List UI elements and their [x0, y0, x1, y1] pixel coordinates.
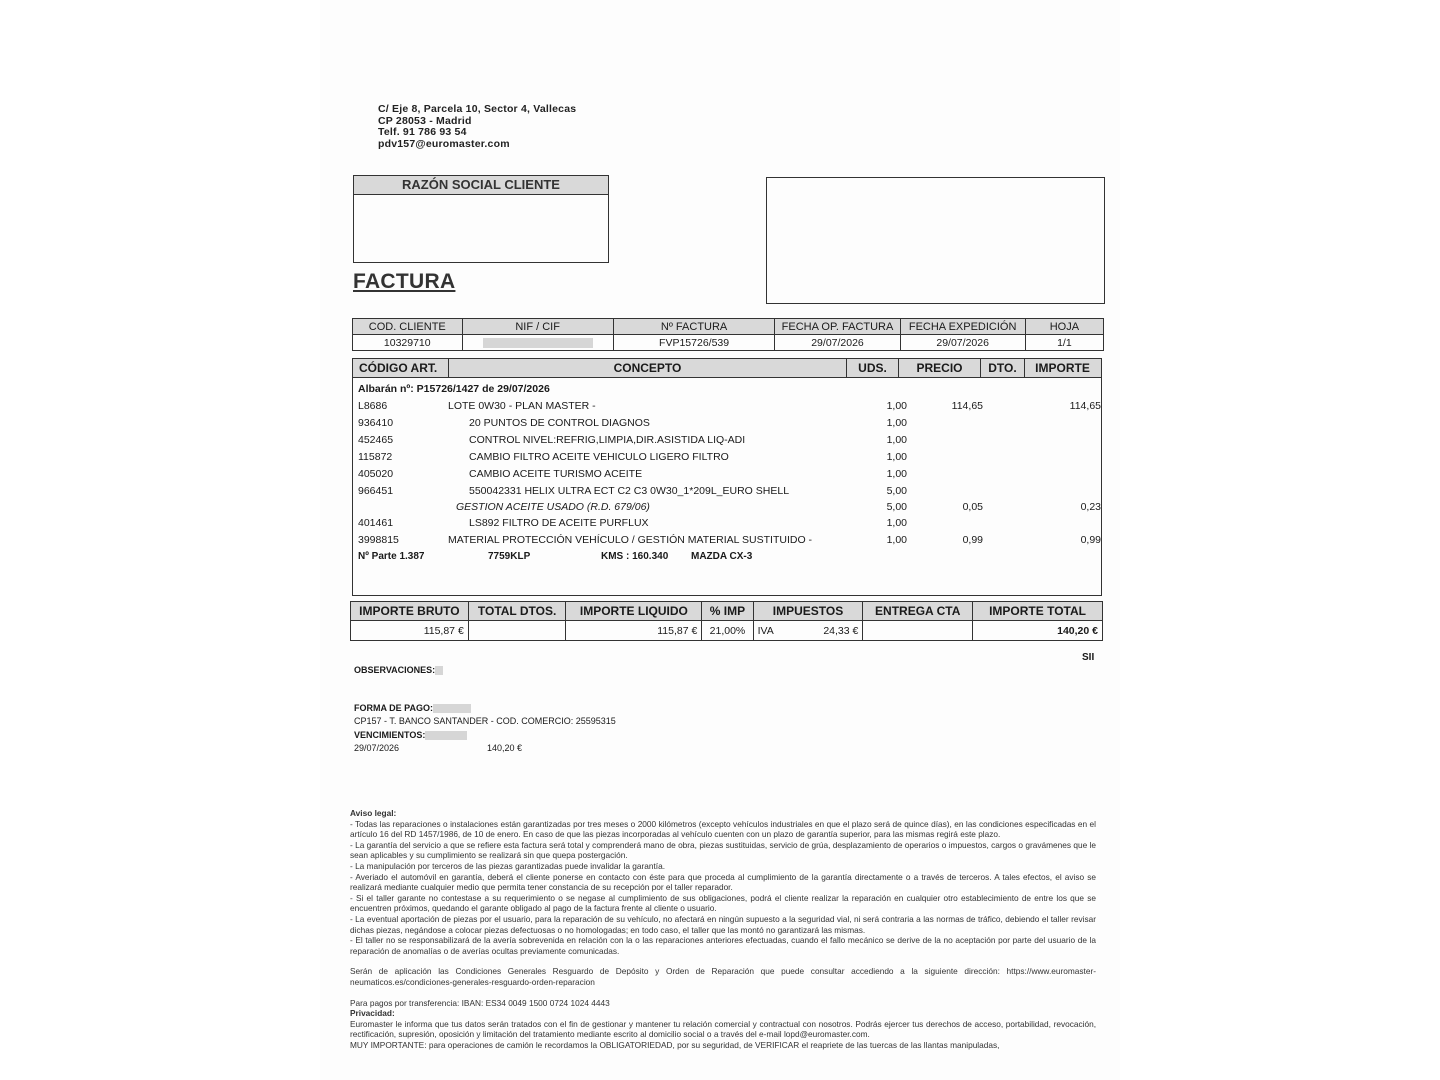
item-row	[353, 483, 1103, 499]
forma-pago-row	[354, 703, 616, 716]
item-row	[353, 415, 1103, 431]
invoice-page	[320, 0, 1120, 1080]
value-entrega-cta	[863, 621, 973, 641]
important-paragraph: MUY IMPORTANTE: para operaciones de camión le recordamos la OBLIGATORIEDAD, por su seguridad, de VERIFICAR el reapriete de las tuercas de las llantas manipuladas,	[350, 1039, 1000, 1050]
legal-notice	[350, 808, 1096, 1050]
payment-section	[354, 703, 616, 757]
client-box-title: RAZÓN SOCIAL CLIENTE	[354, 176, 608, 195]
items-table	[352, 358, 1102, 596]
privacy-title: Privacidad:	[350, 1008, 395, 1019]
label-entrega-cta: ENTREGA CTA	[863, 602, 973, 621]
legal-title: Aviso legal:	[350, 808, 397, 818]
albaran-text: Albarán nº: P15726/1427 de 29/07/2026	[358, 383, 550, 395]
value-nif	[462, 335, 613, 351]
item-code: 401461	[358, 517, 394, 529]
value-fecha-exp: 29/07/2026	[900, 335, 1025, 351]
item-row	[353, 499, 1103, 515]
value-total-dtos	[468, 621, 566, 641]
value-fecha-op: 29/07/2026	[775, 335, 900, 351]
label-importe-bruto: IMPORTE BRUTO	[351, 602, 469, 621]
value-hoja: 1/1	[1025, 335, 1103, 351]
label-pct-imp: % IMP	[702, 602, 753, 621]
invoice-header-table	[352, 318, 1104, 351]
item-row	[353, 432, 1103, 448]
company-header	[378, 104, 576, 150]
value-impuestos	[753, 621, 863, 641]
privacy-paragraph: Euromaster le informa que tus datos serán tratados con el fin de gestionar y mantener tu relación comercial y contractual con nosotros. Podrás ejercer tus derechos de acceso, portabilidad, revocación, rectificación, supresión, oposición y limitación del tratamiento mediante escrito al domicilio social o a través del e-mail lopd@euromaster.com.	[350, 1018, 1096, 1040]
header-code: CÓDIGO ART.	[353, 359, 449, 377]
legal-paragraph: Serán de aplicación las Condiciones Generales Resguardo de Depósito y Orden de Reparación que puede consultar accediendo a la siguiente dirección: https://www.euromaster-neumaticos.es/condiciones-generales-resguardo-orden-reparacion	[350, 966, 1096, 987]
company-city: CP 28053 - Madrid	[378, 114, 472, 127]
legal-paragraph: - La garantía del servicio a que se refiere esta factura será total y comprenderá mano de obra, piezas sustituidas, servicio de grúa, desplazamiento de operarios o impuestos, cargos o gravámenes que le sean aplicables y su cumplimiento se realizará sin que quepa postergación.	[350, 839, 1096, 861]
item-concept: LS892 FILTRO DE ACEITE PURFLUX	[469, 517, 649, 529]
document-title: FACTURA	[353, 270, 456, 293]
company-address: C/ Eje 8, Parcela 10, Sector 4, Vallecas	[378, 103, 577, 115]
iva-amount: 24,33 €	[823, 624, 859, 637]
legal-paragraph: - La manipulación por terceros de las piezas garantizadas puede invalidar la garantía.	[350, 860, 666, 871]
item-code: 3998815	[358, 534, 399, 546]
label-hoja: HOJA	[1025, 319, 1103, 335]
item-concept: LOTE 0W30 - PLAN MASTER -	[448, 400, 596, 412]
sii-mark: SII	[1082, 652, 1095, 663]
forma-pago-value: CP157 - T. BANCO SANTANDER - COD. COMERCIO: 25595315	[354, 716, 616, 726]
item-code: L8686	[358, 400, 388, 412]
item-importe: 0,99	[1080, 534, 1101, 546]
item-importe: 114,65	[1069, 400, 1101, 412]
item-uds: 5,00	[886, 485, 907, 497]
vehicle-plate: 7759KLP	[488, 551, 531, 562]
item-uds: 1,00	[886, 400, 907, 412]
label-importe-total: IMPORTE TOTAL	[973, 602, 1103, 621]
item-concept: CONTROL NIVEL:REFRIG,LIMPIA,DIR.ASISTIDA LIQ-ADI	[469, 434, 746, 446]
item-concept: MATERIAL PROTECCIÓN VEHÍCULO / GESTIÓN MATERIAL SUSTITUIDO -	[448, 534, 813, 546]
label-nif: NIF / CIF	[462, 319, 613, 335]
item-uds: 1,00	[886, 434, 907, 446]
item-code: 405020	[358, 468, 394, 480]
company-email: pdv157@euromaster.com	[378, 137, 510, 150]
header-uds: UDS.	[847, 359, 899, 377]
redaction	[435, 666, 443, 675]
item-uds: 1,00	[886, 451, 907, 463]
header-precio: PRECIO	[899, 359, 981, 377]
company-phone: Telf. 91 786 93 54	[378, 126, 467, 138]
forma-pago-label: FORMA DE PAGO:	[354, 703, 433, 713]
item-uds: 1,00	[886, 517, 907, 529]
item-precio: 0,05	[962, 501, 983, 513]
header-dto: DTO.	[981, 359, 1025, 377]
item-row	[353, 398, 1103, 414]
label-n-factura: Nº FACTURA	[613, 319, 775, 335]
value-pct-imp: 21,00%	[702, 621, 753, 641]
item-row	[353, 532, 1103, 548]
item-uds: 1,00	[886, 468, 907, 480]
vencimiento-row	[354, 743, 616, 757]
iban-line: Para pagos por transferencia: IBAN: ES34 0049 1500 0724 1024 4443	[350, 997, 610, 1008]
item-precio: 114,65	[951, 400, 983, 412]
item-row	[353, 515, 1103, 531]
legal-paragraph: - La eventual aportación de piezas por el usuario, para la reparación de su vehículo, no afectará en ningún supuesto a la seguridad vial, ni será contraria a las normas de tráfico, debiendo el taller revisar dichas piezas, negándose a colocar piezas defectuosas o no homologadas; en todo caso, el taller que las montó no garantizará las mismas.	[350, 913, 1096, 935]
value-cod-cliente: 10329710	[353, 335, 463, 351]
item-code: 936410	[358, 417, 394, 429]
value-n-factura: FVP15726/539	[613, 335, 775, 351]
vencimientos-label: VENCIMIENTOS:	[354, 730, 426, 740]
vencimiento-amount: 140,20 €	[487, 743, 523, 753]
vencimientos-row	[354, 730, 616, 743]
label-fecha-op: FECHA OP. FACTURA	[775, 319, 900, 335]
item-concept: GESTION ACEITE USADO (R.D. 679/06)	[456, 501, 650, 513]
item-importe: 0,23	[1080, 501, 1101, 513]
legal-paragraph: - Averiado el automóvil en garantía, deberá el cliente ponerse en contacto con éste para que proceda al cumplimiento de la garantía directamente o a través de terceros. A tales efectos, el aviso se realizará mediante cualquier medio que permita tener constancia de su recepción por el taller reparador.	[350, 871, 1096, 893]
item-concept: CAMBIO FILTRO ACEITE VEHICULO LIGERO FILTRO	[469, 451, 729, 463]
label-impuestos: IMPUESTOS	[753, 602, 863, 621]
vehicle-kms: KMS : 160.340	[601, 551, 669, 562]
client-address-box	[766, 177, 1105, 304]
item-code: 115872	[358, 451, 393, 463]
redaction	[433, 704, 471, 713]
item-precio: 0,99	[962, 534, 983, 546]
item-row	[353, 449, 1103, 465]
item-uds: 1,00	[886, 534, 907, 546]
items-header-row	[353, 359, 1101, 378]
vencimiento-date: 29/07/2026	[354, 743, 400, 753]
item-concept: 20 PUNTOS DE CONTROL DIAGNOS	[469, 417, 650, 429]
header-importe: IMPORTE	[1035, 361, 1090, 375]
header-concept: CONCEPTO	[449, 359, 847, 377]
value-importe-liquido: 115,87 €	[566, 621, 702, 641]
label-fecha-exp: FECHA EXPEDICIÓN	[900, 319, 1025, 335]
value-importe-total: 140,20 €	[973, 621, 1103, 641]
item-code: 966451	[358, 485, 394, 497]
vehicle-parte: Nº Parte 1.387	[358, 551, 425, 562]
client-box	[353, 175, 609, 263]
legal-paragraph: - Si el taller garante no contestase a su requerimiento o se negase al cumplimiento de sus obligaciones, podrá el cliente realizar la reparación en cualquier otro establecimiento de entre los que se encuentren próximos, quedando el garante obligado al pago de la factura frente al cliente o usuario.	[350, 892, 1096, 914]
albaran-line	[353, 381, 1103, 397]
item-code: 452465	[358, 434, 394, 446]
item-row	[353, 466, 1103, 482]
item-uds: 5,00	[886, 501, 907, 513]
legal-paragraph: - El taller no se responsabilizará de la avería sobrevenida en relación con la o las reparaciones anteriores efectuadas, cuando el fallo mecánico se derive de la no aceptación por parte del usuario de la reparación de anomalías o de averías ocultas previamente comunicadas.	[350, 935, 1096, 956]
observaciones	[354, 665, 443, 675]
label-cod-cliente: COD. CLIENTE	[353, 319, 463, 335]
iva-label: IVA	[757, 624, 774, 637]
redaction	[483, 338, 593, 348]
value-importe-bruto: 115,87 €	[351, 621, 469, 641]
vehicle-line	[353, 549, 1103, 565]
label-importe-liquido: IMPORTE LIQUIDO	[566, 602, 702, 621]
item-concept: 550042331 HELIX ULTRA ECT C2 C3 0W30_1*209L_EURO SHELL	[469, 485, 790, 497]
vehicle-model: MAZDA CX-3	[691, 551, 753, 562]
totals-table	[350, 601, 1103, 641]
item-concept: CAMBIO ACEITE TURISMO ACEITE	[469, 468, 643, 480]
redaction	[425, 731, 467, 740]
observaciones-label: OBSERVACIONES:	[354, 665, 436, 675]
item-uds: 1,00	[886, 417, 907, 429]
legal-paragraph: - Todas las reparaciones o instalaciones están garantizadas por tres meses o 2000 kilómetros (excepto vehículos industriales en que el plazo será de quince días), en las condiciones especificadas en el artículo 16 del RD 1457/1986, de 10 de enero. En caso de que las piezas incorporadas al vehículo cuenten con un plazo de garantía superior, para las mismas regirá este plazo.	[350, 818, 1096, 840]
label-total-dtos: TOTAL DTOS.	[468, 602, 566, 621]
